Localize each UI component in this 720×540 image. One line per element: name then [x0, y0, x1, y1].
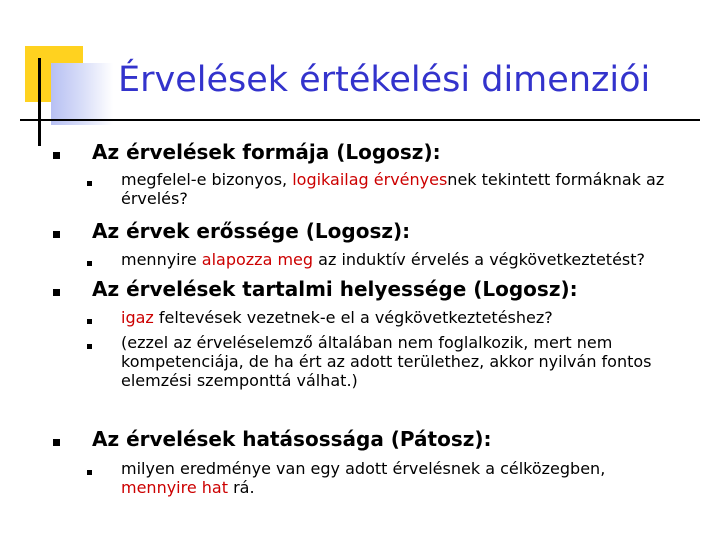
item-effectiveness: milyen eredménye van egy adott érvelésnek a célközegben, mennyire hat rá. — [121, 459, 606, 497]
section-heading-form: Az érvelések formája (Logosz): — [92, 140, 441, 164]
item-strength: mennyire alapozza meg az induktív érvelés a végkövetkeztetést? — [121, 250, 646, 269]
bullet-square-icon — [53, 439, 60, 446]
sub-bullet-square-icon — [87, 344, 92, 349]
decor-blue-square — [51, 63, 113, 125]
item-form-validity: megfelel-e bizonyos, logikailag érvényesnek tekintett formáknak az érvelés? — [121, 170, 665, 208]
highlight-text: alapozza meg — [201, 250, 314, 269]
item-competence-note: (ezzel az érveléselemző általában nem foglalkozik, mert nem kompetenciája, de ha ért az adott területhez, akkor nyilván fontos elemzési szemponttá válhat.) — [121, 333, 652, 390]
highlight-text: logikailag érvényes — [292, 170, 448, 189]
sub-bullet-square-icon — [87, 470, 92, 475]
highlight-text: igaz — [121, 308, 154, 327]
bullet-square-icon — [53, 152, 60, 159]
section-heading-content: Az érvelések tartalmi helyessége (Logosz): — [92, 277, 578, 301]
highlight-text: mennyire hat — [121, 478, 228, 497]
item-true-premises: igaz feltevések vezetnek-e el a végkövetkeztetéshez? — [121, 308, 553, 327]
section-heading-strength: Az érvek erőssége (Logosz): — [92, 219, 411, 243]
bullet-square-icon — [53, 289, 60, 296]
sub-bullet-square-icon — [87, 261, 92, 266]
slide-title: Érvelések értékelési dimenziói — [118, 60, 651, 100]
sub-bullet-square-icon — [87, 319, 92, 324]
section-heading-effectiveness: Az érvelések hatásossága (Pátosz): — [92, 427, 492, 451]
decor-horizontal-line — [20, 119, 700, 121]
bullet-square-icon — [53, 231, 60, 238]
decor-vertical-line — [38, 58, 41, 146]
sub-bullet-square-icon — [87, 181, 92, 186]
